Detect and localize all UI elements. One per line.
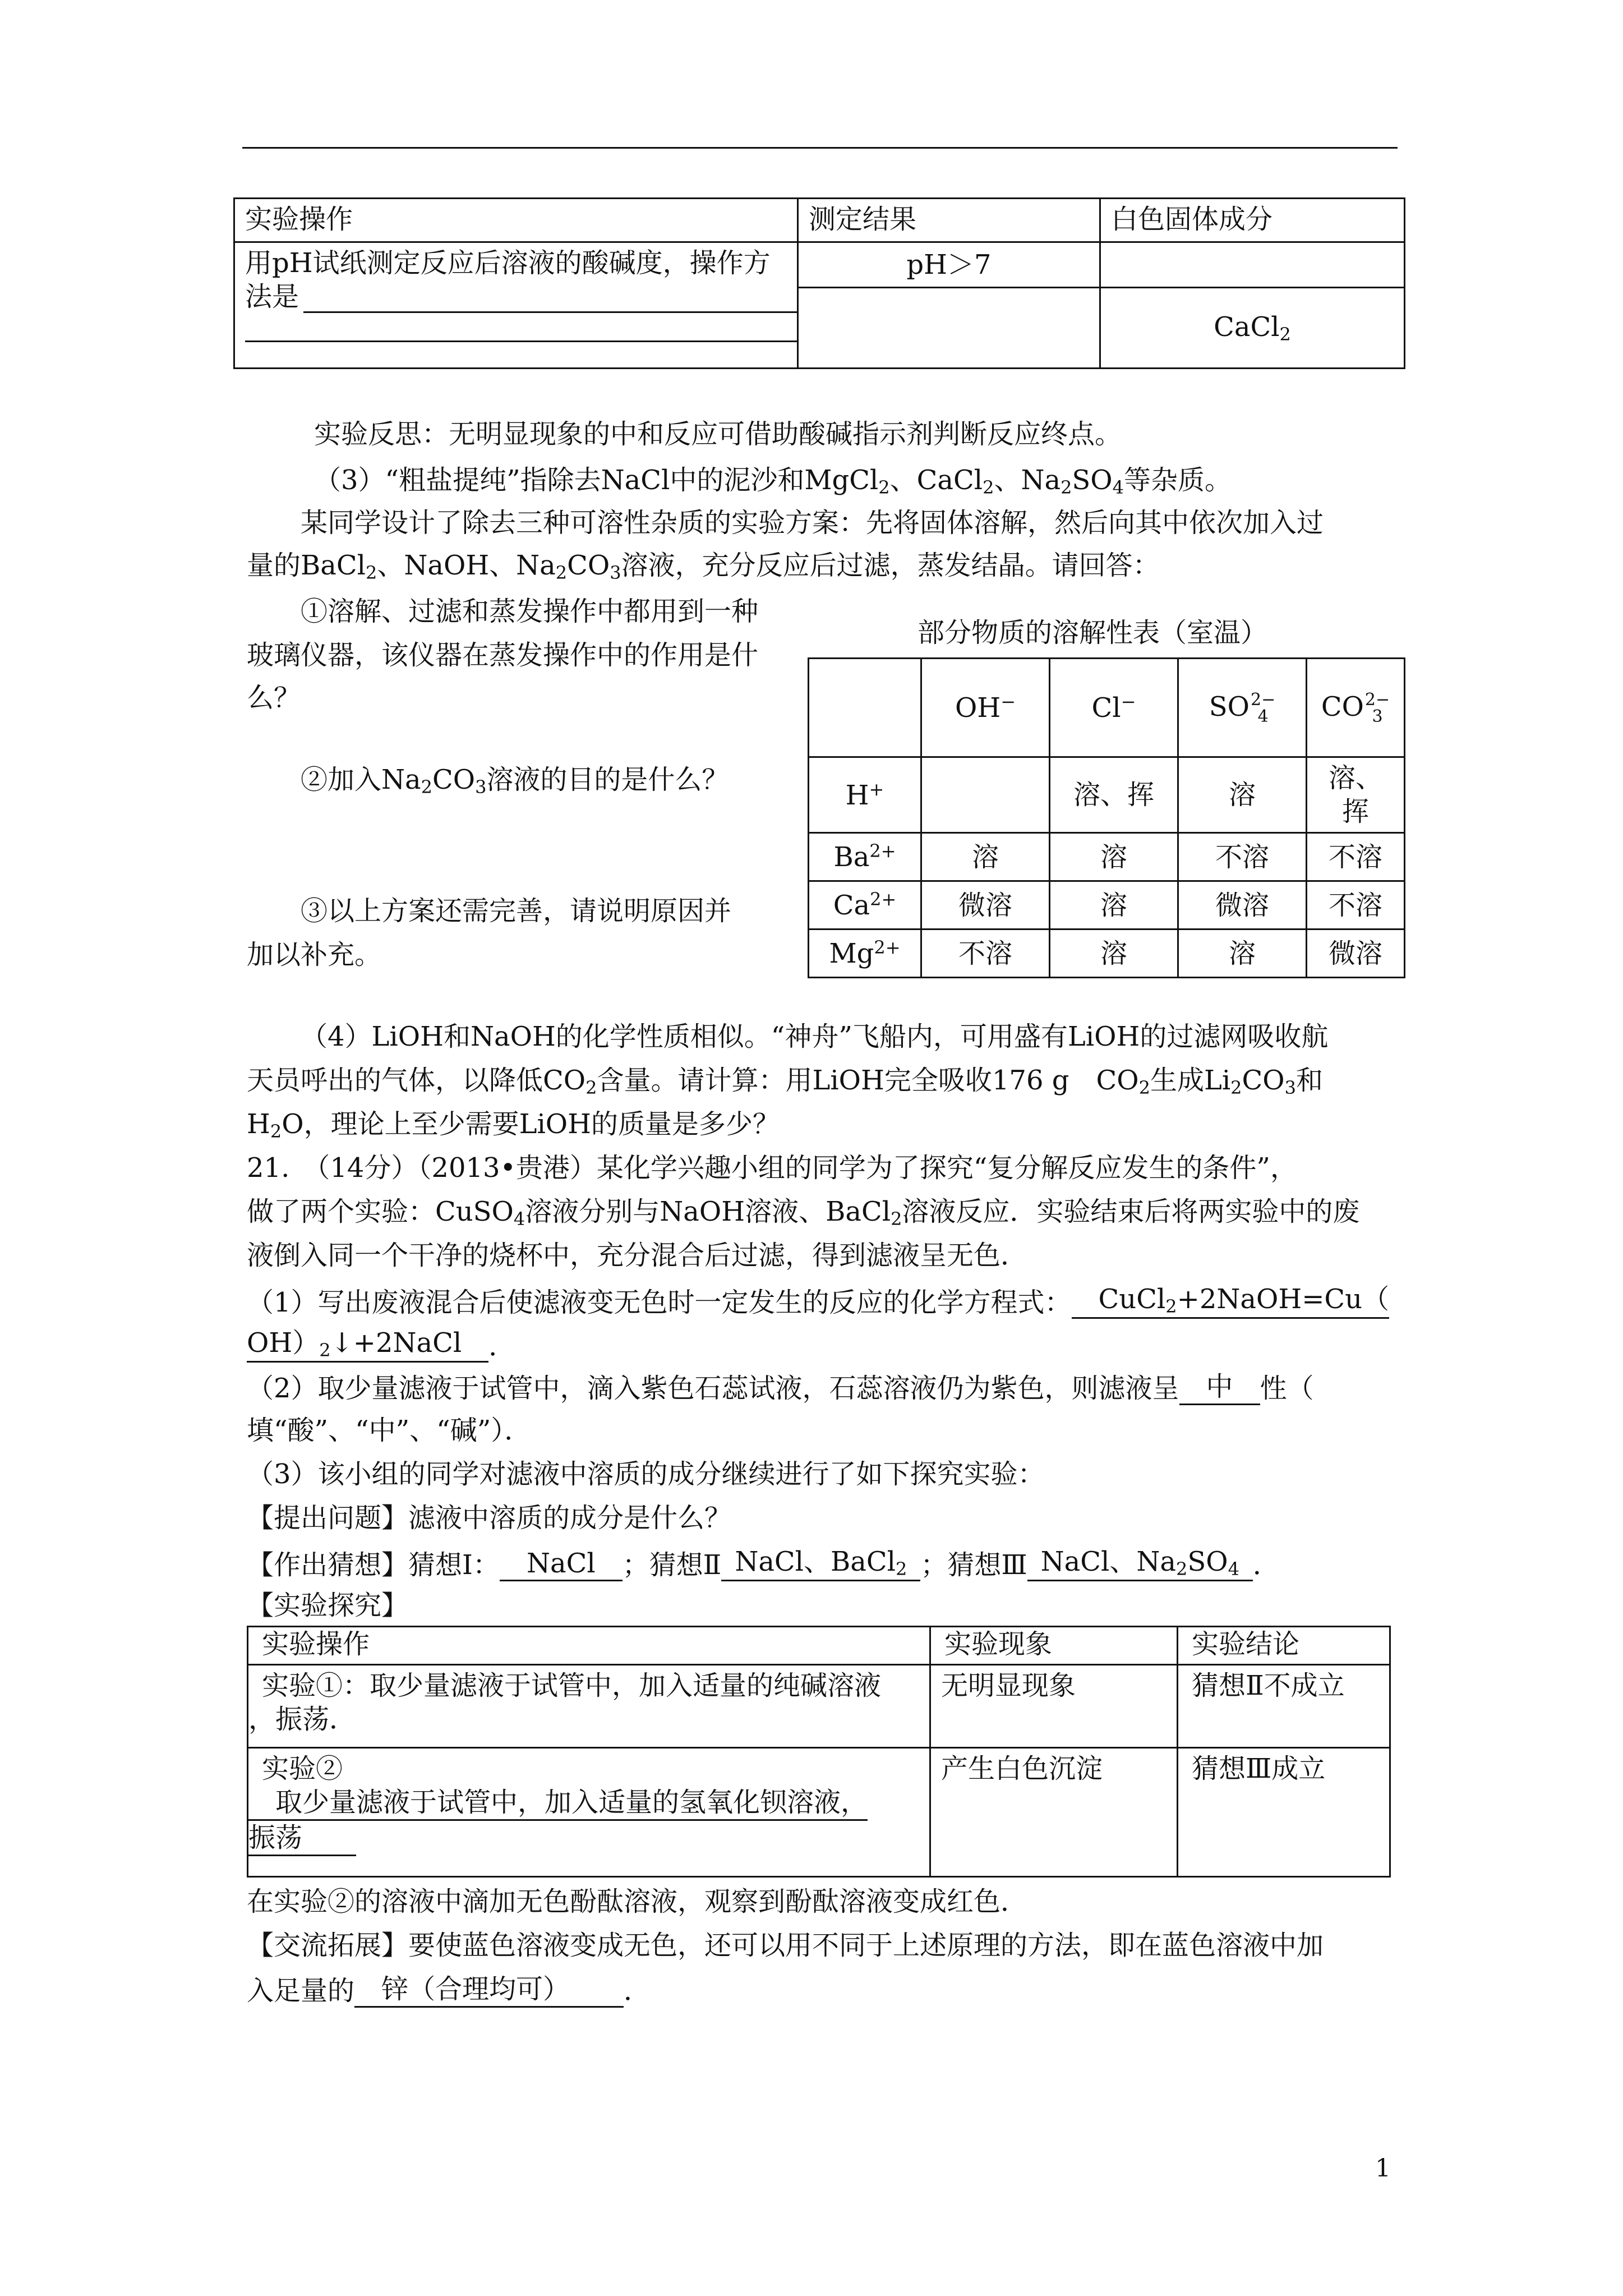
sol-cell: 溶、挥 bbox=[1307, 757, 1405, 833]
cation-mg: $Mg^{2+}$ bbox=[809, 930, 921, 978]
reflection-text: 实验反思：无明显现象的中和反应可借助酸碱指示剂判断反应终点。 bbox=[314, 418, 1122, 450]
answer-guess-3: NaCl、$Na_2SO_4$ bbox=[1027, 1546, 1253, 1581]
page-number: 1 bbox=[1375, 2154, 1391, 2183]
anion-oh: OH− bbox=[921, 659, 1050, 757]
cation-ca: $Ca^{2+}$ bbox=[809, 881, 921, 930]
answer-zinc: 锌（合理均可） bbox=[354, 1973, 624, 2008]
table1-header-operation: 实验操作 bbox=[234, 199, 798, 242]
sol-cell: 不溶 bbox=[1307, 833, 1405, 881]
sol-cell: 不溶 bbox=[1307, 881, 1405, 930]
q21-line3: 液倒入同一个干净的烧杯中，充分混合后过滤，得到滤液呈无色． bbox=[247, 1240, 1028, 1271]
q3-line3: 量的BaCl$_2$、NaOH、$Na_2CO_3$溶液，充分反应后过滤，蒸发结晶。请回答： bbox=[247, 550, 1160, 583]
table1-result-1: pH＞7 bbox=[798, 242, 1100, 288]
q21-line1: 21. （14分）（2013•贵港）某化学兴趣小组的同学为了探究“复分解反应发生的条件”， bbox=[247, 1152, 1297, 1184]
table1-result-2 bbox=[798, 287, 1100, 369]
cation-ba: $Ba^{2+}$ bbox=[809, 833, 921, 881]
table1-operation-cell bbox=[234, 242, 798, 369]
q4-line1: （4）LiOH和NaOH的化学性质相似。“神舟”飞船内，可用盛有LiOH的过滤网吸收航 bbox=[301, 1021, 1329, 1052]
q3-sub1-line1: ①溶解、过滤和蒸发操作中都用到一种 bbox=[301, 596, 759, 627]
sol-cell: 不溶 bbox=[1178, 833, 1307, 881]
q4-line2: 天员呼出的气体，以降低$CO_2$含量。请计算：用LiOH完全吸收176 g $CO_2$生成$Li_2CO_3$和 bbox=[247, 1065, 1323, 1098]
exp1-phenomenon: 无明显现象 bbox=[930, 1665, 1178, 1748]
sol-cell: 微溶 bbox=[1178, 881, 1307, 930]
sol-cell: 溶 bbox=[1178, 757, 1307, 833]
answer-guess-2: NaCl、BaCl$_2$ bbox=[721, 1546, 920, 1581]
answer-equation: CuCl$_2$+2NaOH=Cu（ bbox=[1072, 1283, 1390, 1319]
q21-line2: 做了两个实验：CuSO$_4$溶液分别与NaOH溶液、BaCl$_2$溶液反应．实验结束后将两实验中的废 bbox=[247, 1196, 1360, 1230]
q4-line3: $H_2O$，理论上至少需要LiOH的质量是多少？ bbox=[247, 1108, 780, 1142]
sol-cell: 溶 bbox=[1050, 930, 1178, 978]
exp2-conclusion: 猜想Ⅲ成立 bbox=[1178, 1748, 1390, 1877]
answer-neutral: 中 bbox=[1179, 1371, 1260, 1405]
q3-sub1-line3: 么？ bbox=[247, 682, 301, 714]
sol-cell: 溶 bbox=[1050, 881, 1178, 930]
q3-sub2: ②加入$Na_2CO_3$溶液的目的是什么？ bbox=[301, 764, 729, 798]
q21-explore-heading: 【实验探究】 bbox=[247, 1590, 409, 1621]
q3-sub3-line1: ③以上方案还需完善，请说明原因并 bbox=[301, 895, 732, 927]
sol-cell: 溶 bbox=[1178, 930, 1307, 978]
experiment-table-2 bbox=[247, 1626, 1391, 1878]
q21-part1-line1: （1）写出废液混合后使滤液变无色时一定发生的反应的化学方程式： CuCl$_2$+2NaOH=Cu（ bbox=[247, 1283, 1390, 1318]
exp2-phenomenon: 产生白色沉淀 bbox=[930, 1748, 1178, 1877]
sol-cell: 溶 bbox=[1050, 833, 1178, 881]
anion-co3: CO 2− 3 bbox=[1307, 659, 1405, 757]
q21-guess: 【作出猜想】猜想Ⅰ： NaCl ；猜想Ⅱ NaCl、BaCl$_2$ ；猜想Ⅲ NaCl、$Na_2SO_4$ ． bbox=[247, 1546, 1280, 1581]
q21-extension-line1: 【交流拓展】要使蓝色溶液变成无色，还可以用不同于上述原理的方法，即在蓝色溶液中加 bbox=[247, 1930, 1324, 1961]
answer-exp2-op-cont: 振荡 bbox=[248, 1821, 356, 1856]
answer-blank bbox=[303, 311, 797, 313]
solubility-table bbox=[808, 657, 1405, 978]
table2-header-phenomenon: 实验现象 bbox=[930, 1627, 1178, 1665]
table1-solid-1 bbox=[1100, 242, 1405, 288]
header-rule bbox=[242, 147, 1398, 149]
answer-blank bbox=[245, 341, 797, 342]
table1-header-solid: 白色固体成分 bbox=[1100, 199, 1405, 242]
sol-cell: 溶、挥 bbox=[1050, 757, 1178, 833]
table2-header-operation: 实验操作 bbox=[248, 1627, 930, 1665]
anion-so4: SO 2− 4 bbox=[1178, 659, 1307, 757]
cation-h: H+ bbox=[809, 757, 921, 833]
answer-exp2-op: 取少量滤液于试管中，加入适量的氢氧化钡溶液， bbox=[248, 1786, 868, 1821]
table1-solid-2: CaCl$_2$ bbox=[1100, 287, 1405, 369]
sol-cell: 不溶 bbox=[921, 930, 1050, 978]
table2-header-conclusion: 实验结论 bbox=[1178, 1627, 1390, 1665]
sol-cell bbox=[921, 757, 1050, 833]
q3-line1: （3）“粗盐提纯”指除去NaCl中的泥沙和MgCl$_2$、CaCl$_2$、$Na_2SO_4$等杂质。 bbox=[314, 464, 1232, 498]
exp2-operation: 实验② 取少量滤液于试管中，加入适量的氢氧化钡溶液， 振荡 bbox=[248, 1748, 930, 1877]
sol-cell: 微溶 bbox=[1307, 930, 1405, 978]
answer-guess-1: NaCl bbox=[500, 1548, 623, 1582]
answer-equation-cont: $OH)_2↓+2NaCl$ bbox=[247, 1327, 488, 1363]
exp1-conclusion: 猜想Ⅱ不成立 bbox=[1178, 1665, 1390, 1748]
exp1-operation: 实验①：取少量滤液于试管中，加入适量的纯碱溶液 ，振荡． bbox=[248, 1665, 930, 1748]
solubility-caption: 部分物质的溶解性表（室温） bbox=[917, 617, 1268, 648]
q21-part2-line2: 填“酸”、“中”、“碱”）． bbox=[247, 1415, 532, 1446]
q3-line2: 某同学设计了除去三种可溶性杂质的实验方案：先将固体溶解，然后向其中依次加入过 bbox=[301, 507, 1324, 539]
q3-sub3-line2: 加以补充。 bbox=[247, 939, 382, 970]
q21-extension-line2: 入足量的 锌（合理均可） ． bbox=[247, 1973, 651, 2007]
anion-cl: Cl− bbox=[1050, 659, 1178, 757]
sol-cell: 微溶 bbox=[921, 881, 1050, 930]
table1-op-line1: 用pH试纸测定反应后溶液的酸碱度，操作方 bbox=[245, 247, 771, 279]
experiment-table-1 bbox=[233, 197, 1405, 369]
table1-header-result: 测定结果 bbox=[798, 199, 1100, 242]
q21-part3: （3）该小组的同学对滤液中溶质的成分继续进行了如下探究实验： bbox=[247, 1458, 1045, 1490]
q21-question: 【提出问题】滤液中溶质的成分是什么？ bbox=[247, 1502, 732, 1534]
q21-part1-line2: $OH)_2↓+2NaCl$ ． bbox=[247, 1327, 516, 1362]
q21-part2-line1: （2）取少量滤液于试管中，滴入紫色石蕊试液，石蕊溶液仍为紫色，则滤液呈 中 性（ bbox=[247, 1371, 1314, 1404]
q3-sub1-line2: 玻璃仪器，该仪器在蒸发操作中的作用是什 bbox=[247, 639, 759, 671]
sol-cell: 溶 bbox=[921, 833, 1050, 881]
q21-after-text: 在实验②的溶液中滴加无色酚酞溶液，观察到酚酞溶液变成红色． bbox=[247, 1886, 1028, 1917]
solubility-corner bbox=[809, 659, 921, 757]
table1-op-line2: 法是 bbox=[245, 281, 299, 312]
